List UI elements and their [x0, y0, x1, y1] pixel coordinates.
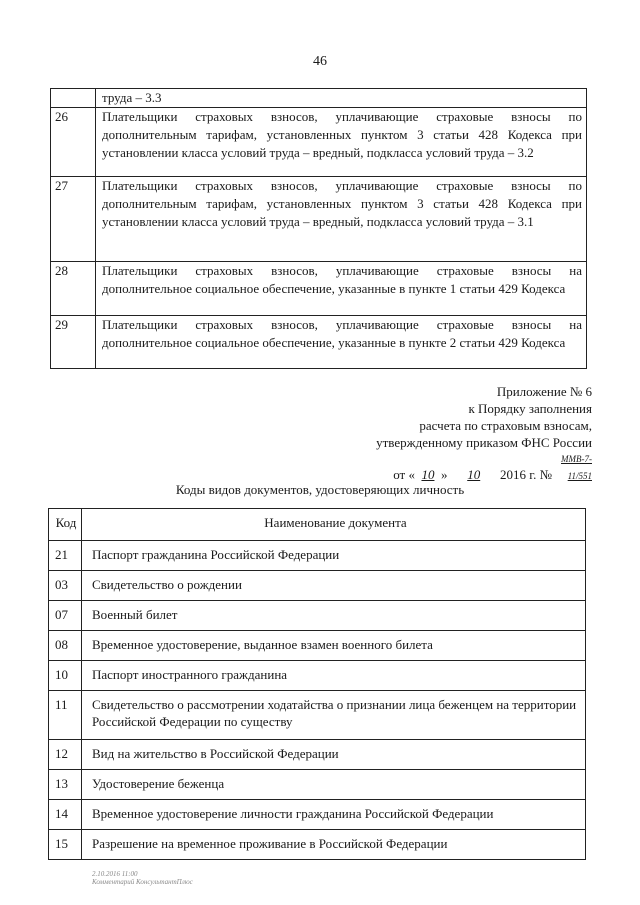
- document-code: 08: [49, 631, 82, 661]
- table-row: [49, 601, 586, 631]
- table-cell-code: 29: [51, 316, 96, 369]
- table-cell-code: 27: [51, 177, 96, 262]
- table-row: [51, 262, 587, 316]
- header-name: Наименование документа: [82, 509, 586, 541]
- document-name: Разрешение на временное проживание в Российской Федерации: [82, 830, 586, 860]
- document-name: Свидетельство о рождении: [82, 571, 586, 601]
- document-code: 14: [49, 800, 82, 830]
- stamp-line: 2.10.2016 11:00: [92, 870, 138, 878]
- document-name: Военный билет: [82, 601, 586, 631]
- document-code: 11: [49, 691, 82, 740]
- document-name: Свидетельство о рассмотрении ходатайства о признании лица беженцем на территории Российской Федерации по существу: [82, 691, 586, 740]
- table-cell-code: [51, 89, 96, 108]
- document-code: 07: [49, 601, 82, 631]
- year-text: 2016 г. №: [499, 467, 552, 482]
- handwritten-month: 10: [467, 467, 481, 482]
- table-row: [49, 830, 586, 860]
- table-row: [51, 177, 587, 262]
- appendix-line: утвержденному приказом ФНС России: [376, 435, 592, 450]
- table-row: [51, 316, 587, 369]
- date-prefix: от «: [393, 467, 415, 482]
- header-code: Код: [49, 509, 82, 541]
- table-cell-code: 28: [51, 262, 96, 316]
- appendix-line: к Порядку заполнения: [468, 401, 592, 416]
- document-code: 10: [49, 661, 82, 691]
- date-mid: »: [440, 467, 448, 482]
- document-name: Временное удостоверение, выданное взамен военного билета: [82, 631, 586, 661]
- document-code: 21: [49, 541, 82, 571]
- table-row: [49, 691, 586, 740]
- table-cell-description: Плательщики страховых взносов, уплачивающие страховые взносы на дополнительное социальное обеспечение, указанные в пункте 2 статьи 429 Кодекса: [96, 316, 587, 369]
- table-row: [49, 541, 586, 571]
- document-name: Временное удостоверение личности гражданина Российской Федерации: [82, 800, 586, 830]
- page-number: 46: [313, 54, 327, 69]
- table-row: [49, 740, 586, 770]
- stamp-line: Комментарий КонсультантПлюс: [92, 878, 193, 886]
- tariff-code-table: [50, 88, 587, 369]
- appendix-title: Приложение № 6: [496, 384, 592, 399]
- table-row: [51, 89, 587, 108]
- document-name: Удостоверение беженца: [82, 770, 586, 800]
- appendix-header: [376, 383, 592, 485]
- table-row: [49, 571, 586, 601]
- document-codes-table: [48, 508, 586, 860]
- source-stamp: [92, 870, 193, 886]
- document-name: Вид на жительство в Российской Федерации: [82, 740, 586, 770]
- table-cell-description: Плательщики страховых взносов, уплачивающие страховые взносы по дополнительным тарифам, установленных пунктом 3 статьи 428 Кодекса при установлении класса условий труда – вредный, подкласса условий труда – 3.1: [96, 177, 587, 262]
- table-cell-description: Плательщики страховых взносов, уплачивающие страховые взносы на дополнительное социальное обеспечение, указанные в пункте 1 статьи 429 Кодекса: [96, 262, 587, 316]
- handwritten-day: 10: [421, 467, 435, 482]
- document-name: Паспорт иностранного гражданина: [82, 661, 586, 691]
- table-cell-code: 26: [51, 108, 96, 177]
- document-code: 03: [49, 571, 82, 601]
- handwritten-order-number: ММВ-7-11/551: [561, 454, 592, 481]
- appendix-date-line: [376, 451, 592, 485]
- table-row: [49, 631, 586, 661]
- document-code: 13: [49, 770, 82, 800]
- table-row: [49, 770, 586, 800]
- appendix-line: расчета по страховым взносам,: [419, 418, 592, 433]
- table-header-row: [49, 509, 586, 541]
- document-name: Паспорт гражданина Российской Федерации: [82, 541, 586, 571]
- document-code: 15: [49, 830, 82, 860]
- document-code: 12: [49, 740, 82, 770]
- table-row: [49, 800, 586, 830]
- table-row: [51, 108, 587, 177]
- table-cell-description: труда – 3.3: [96, 89, 587, 108]
- table-cell-description: Плательщики страховых взносов, уплачивающие страховые взносы по дополнительным тарифам, установленных пунктом 3 статьи 428 Кодекса при установлении класса условий труда – вредный, подкласса условий труда – 3.2: [96, 108, 587, 177]
- table-row: [49, 661, 586, 691]
- section-title: Коды видов документов, удостоверяющих личность: [175, 482, 465, 497]
